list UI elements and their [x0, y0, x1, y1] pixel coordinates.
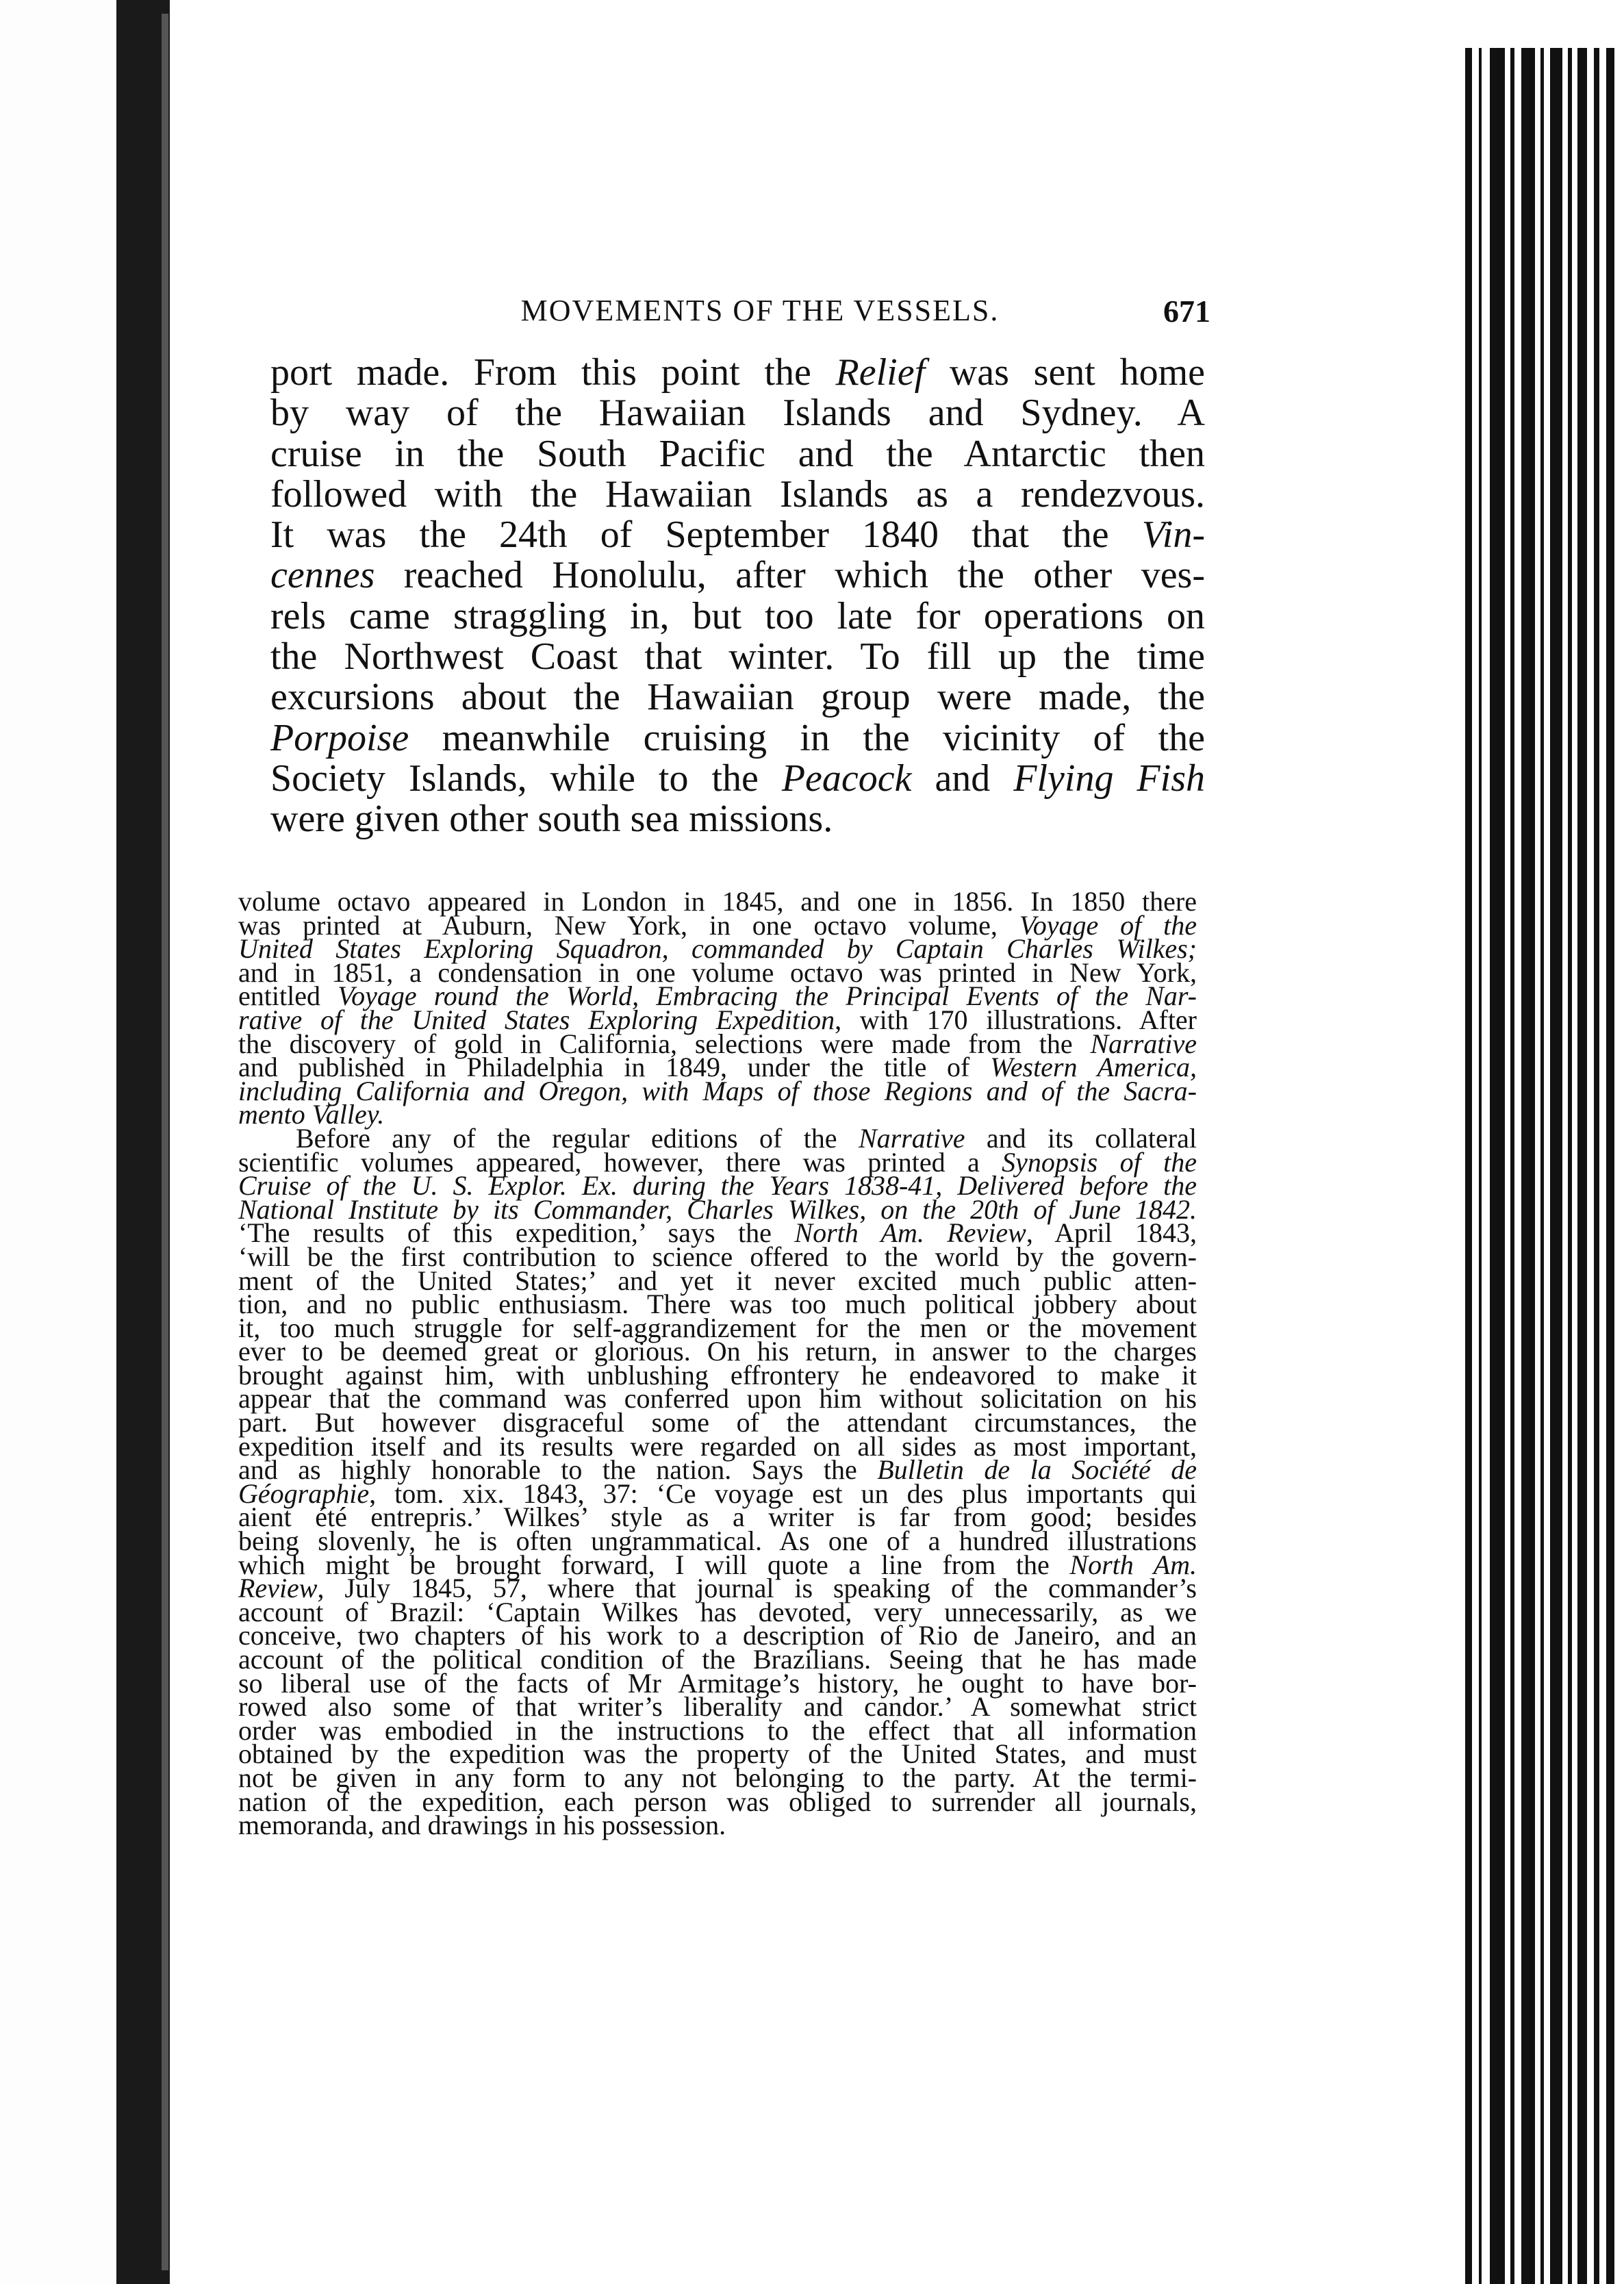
text-line: part. But however disgraceful some of the attendant circumstances, the: [238, 1407, 1197, 1438]
text-line: conceive, two chapters of his work to a description of Rio de Janeiro, and an: [238, 1620, 1197, 1651]
text-line: It was the 24th of September 1840 that the Vin-: [270, 513, 1205, 557]
text-line: and in 1851, a condensation in one volume octavo was printed in New York,: [238, 956, 1197, 988]
main-paragraph: [270, 353, 1205, 840]
text-line: aient été entrepris.’ Wilkes’ style as a writer is far from good; besides: [238, 1501, 1197, 1533]
text-line: ‘will be the first contribution to science offered to the world by the govern-: [238, 1241, 1197, 1272]
text-line: the Northwest Coast that winter. To fill up the time: [270, 635, 1205, 678]
text-line: the discovery of gold in California, selections were made from the Narrative: [238, 1028, 1197, 1059]
text-line: United States Exploring Squadron, commanded by Captain Charles Wilkes;: [238, 933, 1197, 965]
text-line: port made. From this point the Relief was sent home: [270, 351, 1205, 394]
page-edges: [1465, 48, 1624, 2284]
text-line: memoranda, and drawings in his possession.: [238, 1810, 726, 1841]
text-line: Before any of the regular editions of the Narrative and its collateral: [296, 1122, 1197, 1154]
text-line: so liberal use of the facts of Mr Armitage’s history, he ought to have bor-: [238, 1667, 1197, 1699]
text-line: mento Valley.: [238, 1099, 385, 1130]
running-head: MOVEMENTS OF THE VESSELS.: [520, 294, 1000, 327]
text-line: being slovenly, he is often ungrammatical. As one of a hundred illustrations: [238, 1525, 1197, 1557]
text-line: followed with the Hawaiian Islands as a rendezvous.: [270, 472, 1205, 516]
text-line: volume octavo appeared in London in 1845, and one in 1856. In 1850 there: [238, 886, 1197, 917]
facing-page: [0, 0, 118, 2284]
text-line: appear that the command was conferred upon him without solicitation on his: [238, 1383, 1197, 1414]
text-line: was printed at Auburn, New York, in one octavo volume, Voyage of the: [238, 909, 1197, 941]
text-line: account of Brazil: ‘Captain Wilkes has devoted, very unnecessarily, as we: [238, 1596, 1197, 1627]
text-line: including California and Oregon, with Maps of those Regions and of the Sacra-: [238, 1075, 1197, 1106]
footnote-paragraph: [238, 1122, 1197, 1841]
text-line: ment of the United States;’ and yet it never excited much public atten-: [238, 1265, 1197, 1296]
text-line: excursions about the Hawaiian group were made, the: [270, 676, 1205, 719]
text-line: expedition itself and its results were regarded on all sides as most important,: [238, 1430, 1197, 1462]
text-line: it, too much struggle for self-aggrandizement for the men or the movement: [238, 1312, 1197, 1343]
text-line: which might be brought forward, I will quote a line from the North Am.: [238, 1549, 1197, 1580]
text-line: tion, and no public enthusiasm. There was too much political jobbery about: [238, 1289, 1197, 1320]
text-line: ever to be deemed great or glorious. On his return, in answer to the charges: [238, 1336, 1197, 1367]
text-line: order was embodied in the instructions to the effect that all information: [238, 1714, 1197, 1746]
text-line: Society Islands, while to the Peacock and Flying Fish: [270, 757, 1205, 800]
text-line: account of the political condition of the Brazilians. Seeing that he has made: [238, 1644, 1197, 1675]
text-line: rels came straggling in, but too late for operations on: [270, 594, 1205, 637]
gutter-edge: [162, 14, 168, 2270]
text-line: scientific volumes appeared, however, there was printed a Synopsis of the: [238, 1146, 1197, 1178]
text-line: cruise in the South Pacific and the Antarctic then: [270, 432, 1205, 475]
text-line: Cruise of the U. S. Explor. Ex. during the Years 1838-41, Delivered before the: [238, 1170, 1197, 1202]
text-line: not be given in any form to any not belonging to the party. At the termi-: [238, 1762, 1197, 1793]
text-line: nation of the expedition, each person was obliged to surrender all journals,: [238, 1786, 1197, 1817]
text-line: brought against him, with unblushing effrontery he endeavored to make it: [238, 1359, 1197, 1391]
text-line: cennes reached Honolulu, after which the other ves-: [270, 554, 1205, 597]
footnote-block: [238, 886, 1197, 1841]
text-line: and as highly honorable to the nation. Says the Bulletin de la Société de: [238, 1454, 1197, 1486]
text-line: were given other south sea missions.: [270, 798, 833, 841]
text-line: Review, July 1845, 57, where that journal is speaking of the commander’s: [238, 1573, 1197, 1604]
text-line: Porpoise meanwhile cruising in the vicinity of the: [270, 716, 1205, 759]
text-line: National Institute by its Commander, Charles Wilkes, on the 20th of June 1842.: [238, 1193, 1197, 1225]
page-number: 671: [1163, 294, 1210, 329]
text-line: obtained by the expedition was the property of the United States, and must: [238, 1738, 1197, 1770]
text-line: rowed also some of that writer’s liberality and candor.’ A somewhat strict: [238, 1691, 1197, 1723]
text-line: by way of the Hawaiian Islands and Sydney. A: [270, 392, 1205, 435]
text-line: Géographie, tom. xix. 1843, 37: ‘Ce voyage est un des plus importants qui: [238, 1477, 1197, 1509]
footnote-paragraph: [238, 886, 1197, 1130]
text-line: ‘The results of this expedition,’ says the North Am. Review, April 1843,: [238, 1217, 1197, 1249]
text-line: entitled Voyage round the World, Embracing the Principal Events of the Nar-: [238, 980, 1197, 1012]
text-line: and published in Philadelphia in 1849, under the title of Western America,: [238, 1052, 1197, 1083]
text-line: rative of the United States Exploring Expedition, with 170 illustrations. After: [238, 1004, 1197, 1035]
